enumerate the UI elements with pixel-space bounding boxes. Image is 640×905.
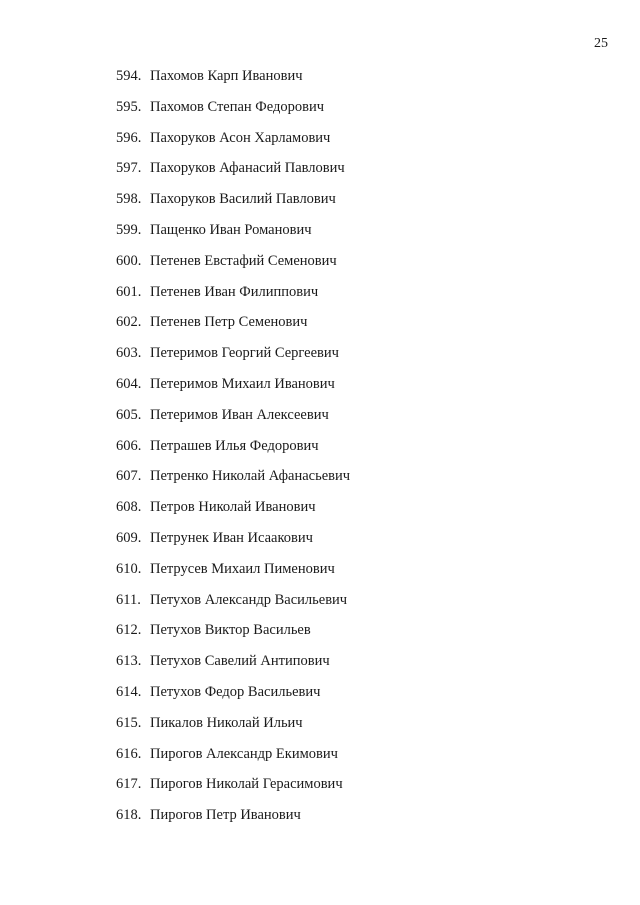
entry-name: Пахомов Степан Федорович <box>150 98 325 115</box>
entry-number: 610. <box>116 560 142 577</box>
page-number: 25 <box>594 36 608 51</box>
entry-name: Петренко Николай Афанасьевич <box>150 468 351 485</box>
entry-number: 616. <box>116 745 142 762</box>
entry-name: Петухов Федор Васильевич <box>150 683 321 700</box>
entry-name: Петров Николай Иванович <box>150 499 316 516</box>
entry-name: Пирогов Николай Герасимович <box>150 776 343 793</box>
entry-name: Петрашев Илья Федорович <box>150 437 319 454</box>
list-item <box>116 591 350 622</box>
list-item <box>116 529 350 560</box>
entry-name: Петрусев Михаил Пименович <box>150 560 335 577</box>
entry-number: 609. <box>116 529 142 546</box>
entry-name: Пахоруков Асон Харламович <box>150 129 331 146</box>
list-item <box>116 560 350 591</box>
entry-name: Пикалов Николай Ильич <box>150 714 303 731</box>
entry-name: Пирогов Петр Иванович <box>150 807 301 824</box>
list-item <box>116 406 350 437</box>
entry-name: Петеримов Георгий Сергеевич <box>150 345 339 362</box>
list-item <box>116 683 350 714</box>
list-item <box>116 745 350 776</box>
entry-name: Пахомов Карп Иванович <box>150 68 303 84</box>
list-item <box>116 313 350 344</box>
list-item <box>116 437 350 468</box>
list-item <box>116 652 350 683</box>
entry-number: 595. <box>116 98 142 115</box>
entry-name: Пахоруков Василий Павлович <box>150 191 336 208</box>
list-item <box>116 498 350 529</box>
entry-name: Петенев Петр Семенович <box>150 314 308 331</box>
entry-number: 602. <box>116 314 142 331</box>
list-item <box>116 375 350 406</box>
entry-number: 608. <box>116 499 142 516</box>
list-item <box>116 190 350 221</box>
list-item <box>116 621 350 652</box>
name-list <box>116 67 350 837</box>
list-item <box>116 283 350 314</box>
list-item <box>116 159 350 190</box>
entry-number: 598. <box>116 191 142 208</box>
entry-name: Петенев Евстафий Семенович <box>150 252 337 269</box>
entry-number: 612. <box>116 622 142 639</box>
list-item <box>116 129 350 160</box>
entry-number: 605. <box>116 406 142 423</box>
entry-number: 604. <box>116 375 142 392</box>
entry-number: 613. <box>116 653 142 670</box>
entry-number: 601. <box>116 283 142 300</box>
entry-number: 617. <box>116 776 142 793</box>
entry-name: Пахоруков Афанасий Павлович <box>150 160 345 177</box>
list-item <box>116 806 350 837</box>
list-item <box>116 221 350 252</box>
entry-number: 599. <box>116 221 142 238</box>
entry-name: Пирогов Александр Екимович <box>150 745 338 762</box>
list-item <box>116 714 350 745</box>
entry-name: Петеримов Иван Алексеевич <box>150 406 329 423</box>
entry-name: Петухов Александр Васильевич <box>150 591 348 608</box>
entry-name: Петеримов Михаил Иванович <box>150 375 335 392</box>
list-item <box>116 252 350 283</box>
entry-name: Пащенко Иван Романович <box>150 221 312 238</box>
entry-number: 614. <box>116 683 142 700</box>
list-item <box>116 67 350 98</box>
list-item <box>116 344 350 375</box>
entry-name: Петрунек Иван Исаакович <box>150 529 313 546</box>
entry-number: 603. <box>116 345 142 362</box>
list-item <box>116 775 350 806</box>
entry-number: 611. <box>116 591 141 608</box>
entry-number: 618. <box>116 807 142 824</box>
entry-number: 597. <box>116 160 142 177</box>
entry-number: 594. <box>116 68 142 84</box>
entry-name: Петухов Виктор Васильев <box>150 622 311 639</box>
entry-name: Петухов Савелий Антипович <box>150 653 330 670</box>
entry-number: 606. <box>116 437 142 454</box>
entry-number: 607. <box>116 468 142 485</box>
list-item <box>116 98 350 129</box>
entry-number: 600. <box>116 252 142 269</box>
entry-number: 615. <box>116 714 142 731</box>
list-item <box>116 467 350 498</box>
entry-number: 596. <box>116 129 142 146</box>
entry-name: Петенев Иван Филиппович <box>150 283 319 300</box>
